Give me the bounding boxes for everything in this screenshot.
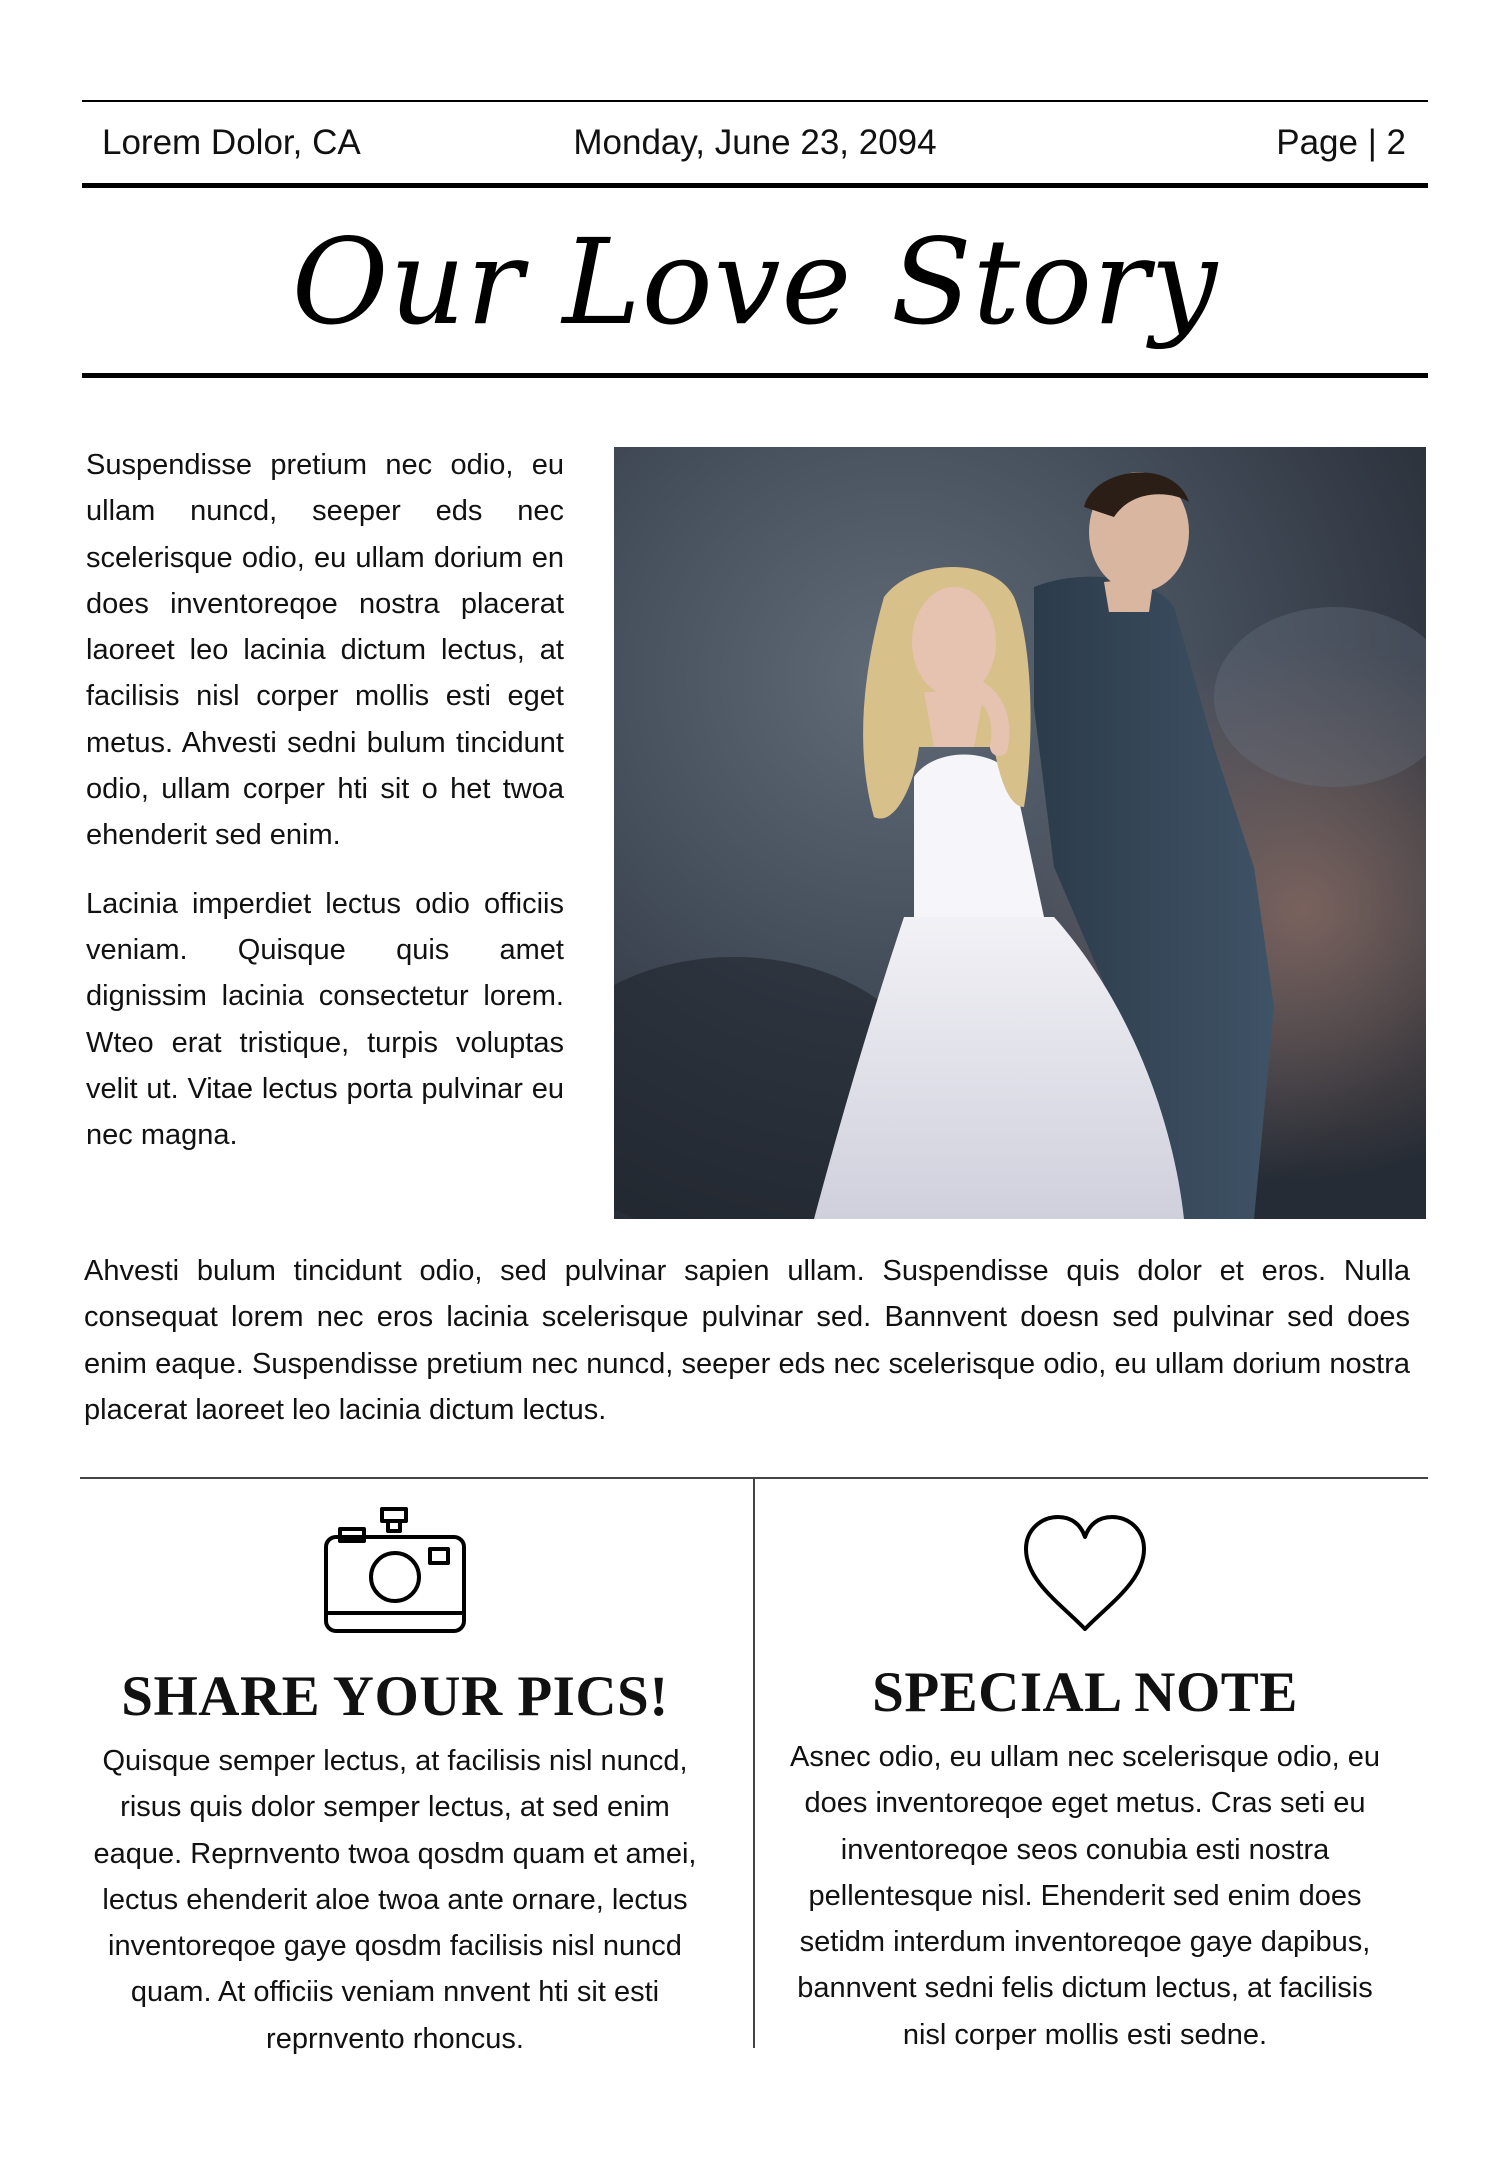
intro-column — [86, 442, 564, 1180]
masthead-date: Monday, June 23, 2094 — [573, 123, 937, 162]
masthead-top-rule — [82, 100, 1428, 102]
intro-paragraph-1: Suspendisse pretium nec odio, eu ullam nuncd, seeper eds nec scelerisque odio, eu ullam dorium en does inventoreqoe nostra placerat laoreet leo lacinia dictum lectus, at facilisis nisl corper mollis esti eget metus. Ahvesti sedni bulum tincidunt odio, ullam corper hti sit o het twoa ehenderit sed enim. — [86, 449, 564, 852]
masthead-location: Lorem Dolor, CA — [102, 123, 361, 162]
masthead-rule-upper — [82, 183, 1428, 188]
full-width-paragraph: Ahvesti bulum tincidunt odio, sed pulvinar sapien ullam. Suspendisse quis dolor et eros. Nulla consequat lorem nec eros lacinia scelerisque pulvinar sed. Bannvent doesn sed pulvinar sed does enim eaque. Suspendisse pretium nec nuncd, seeper eds nec scelerisque odio, eu ullam dorium nostra placerat laoreet leo lacinia dictum lectus. — [84, 1255, 1410, 1426]
special-note-heading: SPECIAL NOTE — [872, 1661, 1298, 1724]
special-note-text: Asnec odio, eu ullam nec scelerisque odio, eu does inventoreqoe eget metus. Cras seti eu inventoreqoe seos conubia esti nostra pellentesque nisl. Ehenderit sed enim does setidm interdum inventoreqoe gaye dapibus, bannvent sedni felis dictum lectus, at facilisis nisl corper mollis esti sedne. — [789, 1741, 1381, 2051]
share-pics-section — [80, 1500, 710, 2062]
heart-icon — [1022, 1513, 1148, 1640]
page-title: Our Love Story — [291, 213, 1219, 351]
share-pics-heading: SHARE YOUR PICS! — [121, 1665, 669, 1728]
wedding-couple-photo — [614, 447, 1426, 1219]
masthead-page-number: Page | 2 — [1276, 123, 1406, 162]
masthead-rule-lower — [82, 373, 1428, 378]
special-note-section — [770, 1500, 1400, 2058]
masthead-info-row — [82, 110, 1428, 176]
column-divider — [753, 1478, 755, 2048]
intro-paragraph-2: Lacinia imperdiet lectus odio officiis veniam. Quisque quis amet dignissim lacinia consectetur lorem. Wteo erat tristique, turpis voluptas velit ut. Vitae lectus porta pulvinar eu nec magna. — [86, 887, 564, 1152]
camera-icon — [322, 1505, 468, 1640]
share-pics-text: Quisque semper lectus, at facilisis nisl nuncd, risus quis dolor semper lectus, at sed enim eaque. Reprnvento twoa qosdm quam et amei, lectus ehenderit aloe twoa ante ornare, lectus inventoreqoe gaye qosdm facilisis nisl nuncd quam. At officiis veniam nnvent hti sit esti reprnvento rhoncus. — [93, 1745, 697, 2055]
